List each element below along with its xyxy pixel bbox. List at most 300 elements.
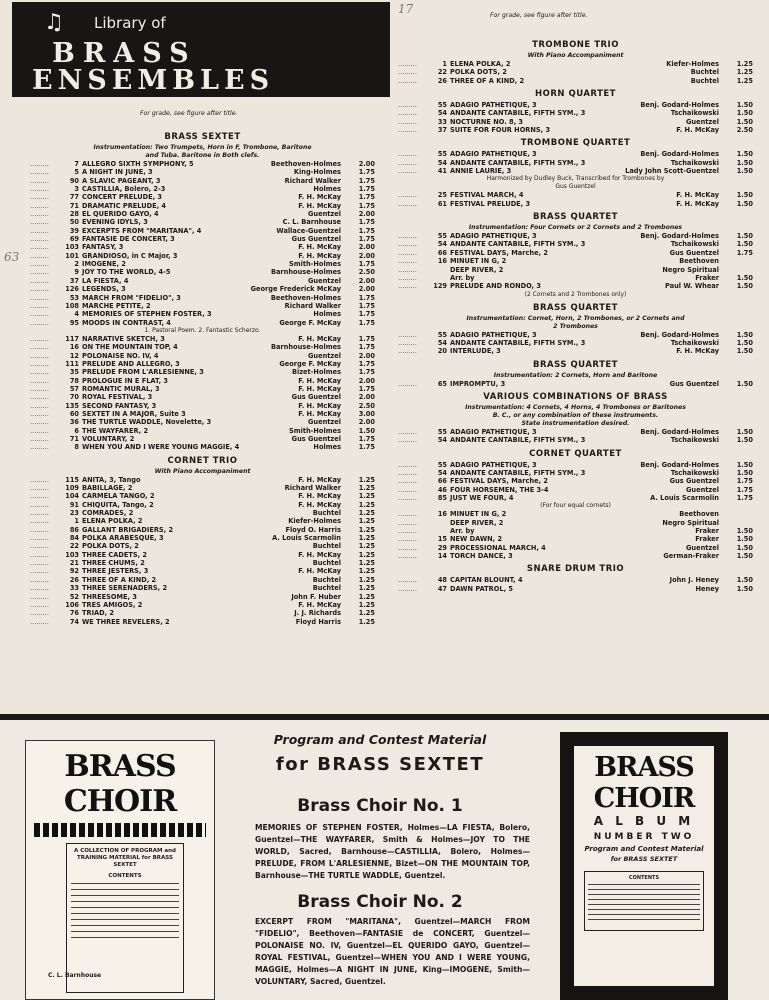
order-line: ......... <box>398 347 417 356</box>
item-price: 1.50 <box>736 150 753 159</box>
item-composer: Buchtel <box>312 575 341 584</box>
list-item <box>398 494 753 502</box>
item-number: 21 <box>69 559 79 568</box>
section-heading: BRASS QUARTET <box>533 212 618 223</box>
item-title: POLONAISE NO. IV, 4 <box>82 351 159 360</box>
section-instrumentation: Instrumentation: Two Trumpets, Horn in F, Trombone, Baritone <box>93 144 312 151</box>
item-title: EL QUERIDO GAYO, 4 <box>82 210 159 219</box>
list-item <box>398 77 753 85</box>
list-item <box>398 282 753 290</box>
item-price: 2.00 <box>358 276 375 285</box>
section-heading: VARIOUS COMBINATIONS OF BRASS <box>483 391 668 402</box>
section-note: (2 Cornets and 2 Trombones only) <box>524 290 627 298</box>
item-title: INTERLUDE, 3 <box>450 347 501 356</box>
item-title: LA FIESTA, 4 <box>82 276 129 285</box>
item-title: CONCERT PRELUDE, 3 <box>82 193 162 202</box>
order-line: ......... <box>398 493 417 502</box>
item-composer: Gus Guentzel <box>291 393 341 402</box>
list-item <box>398 339 753 347</box>
item-number: 9 <box>74 268 79 277</box>
list-item <box>30 160 375 168</box>
item-price: 2.00 <box>358 160 375 168</box>
item-composer: Guentzel <box>308 210 341 219</box>
item-title: FANTASIE DE CONCERT, 3 <box>82 235 175 244</box>
item-composer: C. L. Barnhouse <box>282 218 341 227</box>
item-composer: Richard Walker <box>284 301 341 310</box>
section-note: Harmonized by Dudley Buck, Transcribed for Trombones by <box>486 175 665 183</box>
item-title: TORCH DANCE, 3 <box>450 552 513 561</box>
order-line: ......... <box>398 282 417 291</box>
album1-contents-lines <box>71 883 179 943</box>
item-number: 54 <box>437 240 447 249</box>
item-price: 1.50 <box>736 109 753 118</box>
order-line: ......... <box>30 185 49 194</box>
album1-publisher: C. L. Barnhouse <box>48 972 102 979</box>
list-item <box>398 101 753 109</box>
item-price: 1.75 <box>358 201 375 210</box>
item-title: FESTIVAL MARCH, 4 <box>450 191 524 200</box>
album-cover-2 <box>560 732 728 1000</box>
item-price <box>727 266 753 274</box>
order-line: ......... <box>30 268 49 277</box>
order-line: ......... <box>30 500 49 509</box>
list-item <box>30 410 375 418</box>
item-number: 84 <box>69 534 79 543</box>
order-line: ......... <box>30 343 49 352</box>
item-number: 111 <box>65 359 79 368</box>
item-price: 1.75 <box>358 193 375 202</box>
list-item <box>30 294 375 302</box>
item-price: 1.50 <box>736 199 753 208</box>
order-line: ......... <box>30 401 49 410</box>
item-composer: Kiefer-Holmes <box>666 60 719 68</box>
item-title: JOY TO THE WORLD, 4-5 <box>82 268 171 277</box>
item-composer: Paul W. Whear <box>664 282 719 291</box>
order-line: ......... <box>30 210 49 219</box>
item-title: THREE OF A KIND, 2 <box>82 575 157 584</box>
grade-note-right: For grade, see figure after title. <box>490 12 588 19</box>
item-price: 1.75 <box>358 260 375 269</box>
item-composer: Tschaikowski <box>670 436 719 445</box>
item-title: FANTASY, 3 <box>82 243 124 252</box>
item-title: ADAGIO PATHETIQUE, 3 <box>450 427 537 436</box>
item-price: 1.75 <box>358 343 375 352</box>
list-item <box>30 202 375 210</box>
item-composer: Guentzel <box>308 418 341 427</box>
item-title: PRELUDE FROM L'ARLESIENNE, 3 <box>82 368 204 377</box>
order-line: ......... <box>398 510 417 519</box>
item-composer: F. H. McKay <box>298 251 341 260</box>
item-composer: Benj. Godard-Holmes <box>640 427 719 436</box>
order-line: ......... <box>398 199 417 208</box>
order-line: ......... <box>398 576 417 585</box>
item-composer: John J. Heney <box>669 576 719 585</box>
item-number: 69 <box>69 235 79 244</box>
list-item <box>30 210 375 218</box>
order-line: ......... <box>398 257 417 266</box>
item-number: 71 <box>69 201 79 210</box>
item-price <box>727 257 753 265</box>
order-line: ......... <box>30 285 49 294</box>
order-line: ......... <box>398 265 417 274</box>
item-title: ANITA, 3, Tango <box>82 475 141 484</box>
section-instrumentation: B. C., or any combination of these instruments. <box>492 411 659 419</box>
list-item <box>30 567 375 575</box>
section-instrumentation: With Piano Accompaniment <box>527 52 624 59</box>
item-price: 1.25 <box>736 60 753 68</box>
list-item <box>30 593 375 601</box>
list-item <box>398 60 753 68</box>
order-line: ......... <box>30 368 49 377</box>
item-price <box>727 510 753 518</box>
item-number: 115 <box>65 475 79 484</box>
item-price: 1.75 <box>358 368 375 377</box>
item-price: 1.50 <box>736 552 753 561</box>
item-price: 2.50 <box>358 401 375 410</box>
item-price: 1.25 <box>358 567 375 576</box>
item-price: 1.75 <box>736 248 753 257</box>
section-heading: CORNET TRIO <box>167 455 238 466</box>
order-line: ......... <box>30 617 49 626</box>
item-composer: F. H. McKay <box>676 191 719 200</box>
order-line: ......... <box>30 426 49 435</box>
item-number: 52 <box>69 592 79 601</box>
item-title: ANDANTE CANTABILE, FIFTH SYM., 3 <box>450 468 586 477</box>
item-composer: German-Fraker <box>663 552 719 561</box>
item-number: 37 <box>437 126 447 135</box>
item-price: 1.25 <box>736 68 753 77</box>
section-instrumentation: Instrumentation: 2 Cornets, Horn and Baritone <box>493 371 658 379</box>
item-composer: George Frederick McKay <box>250 285 341 294</box>
order-line: ......... <box>30 567 49 576</box>
list-item <box>30 542 375 550</box>
item-price: 1.50 <box>736 576 753 585</box>
list-item <box>398 240 753 248</box>
item-price: 2.00 <box>358 418 375 427</box>
list-item <box>30 268 375 276</box>
item-number: 1 <box>442 60 447 68</box>
item-price: 2.00 <box>358 210 375 219</box>
item-title: MINUET IN G, 2 <box>450 257 507 266</box>
item-composer: Floyd Harris <box>295 617 341 626</box>
order-line: ......... <box>398 248 417 257</box>
list-item <box>398 347 753 355</box>
list-item <box>30 235 375 243</box>
item-composer: Holmes <box>313 443 341 452</box>
item-composer: Richard Walker <box>284 484 341 493</box>
item-composer: J. J. Richards <box>294 609 341 618</box>
item-title: ALLEGRO SIXTH SYMPHONY, 5 <box>82 160 194 168</box>
list-item <box>30 193 375 201</box>
list-item <box>30 319 375 327</box>
item-title: MARCHE PETITE, 2 <box>82 301 151 310</box>
item-composer: Guentzel <box>308 276 341 285</box>
item-price: 2.00 <box>358 285 375 294</box>
list-item <box>398 118 753 126</box>
item-title: THREE SERENADERS, 2 <box>82 584 168 593</box>
item-title: THREESOME, 3 <box>82 592 137 601</box>
item-price: 1.75 <box>358 293 375 302</box>
item-title: EVENING IDYLS, 3 <box>82 218 148 227</box>
section-heading: TROMBONE QUARTET <box>520 138 631 149</box>
album1-contents-box <box>66 843 184 993</box>
item-composer: King-Holmes <box>293 168 341 177</box>
item-number: 46 <box>437 485 447 494</box>
item-composer: Wallace-Guentzel <box>276 226 341 235</box>
item-title: DRAMATIC PRELUDE, 4 <box>82 201 166 210</box>
section-instrumentation: 2 Trombones <box>553 322 598 330</box>
order-line: ......... <box>30 235 49 244</box>
item-price: 2.00 <box>358 376 375 385</box>
item-number: 76 <box>69 609 79 618</box>
order-line: ......... <box>30 418 49 427</box>
order-line: ......... <box>398 330 417 339</box>
album2-contents-label: CONTENTS <box>628 875 660 881</box>
item-price: 1.25 <box>358 484 375 493</box>
item-title: POLKA DOTS, 2 <box>82 542 139 551</box>
item-title: TRIAD, 2 <box>82 609 114 618</box>
item-price: 2.00 <box>358 393 375 402</box>
item-price: 1.25 <box>358 550 375 559</box>
item-title: FESTIVAL DAYS, Marche, 2 <box>450 248 548 257</box>
handwritten-mark-top: 17 <box>398 2 414 16</box>
list-item <box>30 509 375 517</box>
item-title: PRELUDE AND RONDO, 3 <box>450 282 541 291</box>
list-item <box>398 109 753 117</box>
item-price: 1.50 <box>736 158 753 167</box>
item-composer: Buchtel <box>312 584 341 593</box>
program-subheading: for BRASS SEXTET <box>275 754 485 775</box>
list-item <box>398 232 753 240</box>
logo-library-text: Library of <box>94 14 166 32</box>
item-title: MOODS IN CONTRAST, 4 <box>82 318 171 327</box>
item-price: 1.25 <box>358 534 375 543</box>
item-title: ELENA POLKA, 2 <box>450 60 511 68</box>
item-price: 1.75 <box>358 318 375 327</box>
item-composer: F. H. McKay <box>298 409 341 418</box>
order-line: ......... <box>30 584 49 593</box>
list-item <box>398 167 753 175</box>
item-number: 70 <box>69 393 79 402</box>
item-title: THREE OF A KIND, 2 <box>450 76 525 85</box>
item-number: 47 <box>437 584 447 593</box>
item-price: 1.75 <box>358 384 375 393</box>
order-line: ......... <box>30 351 49 360</box>
brass-choir-ad <box>0 720 769 1000</box>
item-price: 1.25 <box>358 492 375 501</box>
order-line: ......... <box>30 559 49 568</box>
item-composer: John F. Huber <box>291 592 341 601</box>
list-item <box>30 302 375 310</box>
item-title: ADAGIO PATHETIQUE, 3 <box>450 330 537 339</box>
item-composer: Tschaikowski <box>670 109 719 118</box>
item-composer: F. H. McKay <box>676 347 719 356</box>
item-composer: Buchtel <box>690 76 719 85</box>
list-item <box>398 552 753 560</box>
item-number: 22 <box>437 68 447 77</box>
list-item <box>398 249 753 257</box>
item-composer: Barnhouse-Holmes <box>270 343 341 352</box>
item-composer: Smith-Holmes <box>288 426 341 435</box>
list-item <box>30 584 375 592</box>
section-instrumentation: Instrumentation: 4 Cornets, 4 Horns, 4 Trombones or Baritones <box>465 403 686 411</box>
order-line: ......... <box>30 251 49 260</box>
order-line: ......... <box>398 158 417 167</box>
list-item <box>30 243 375 251</box>
item-composer: F. H. McKay <box>298 384 341 393</box>
item-number: 16 <box>437 510 447 519</box>
list-item <box>30 393 375 401</box>
item-number: 4 <box>74 310 79 319</box>
item-composer: Gus Guentzel <box>291 435 341 443</box>
item-number: 2 <box>74 260 79 269</box>
item-price: 1.50 <box>736 460 753 469</box>
order-line: ......... <box>398 338 417 347</box>
item-composer: Gus Guentzel <box>669 379 719 388</box>
order-line: ......... <box>398 379 417 388</box>
list-item <box>398 436 753 444</box>
item-composer: F. H. McKay <box>298 492 341 501</box>
item-number: 37 <box>69 276 79 285</box>
album1-stripe <box>34 823 206 837</box>
item-title: IMOGENE, 2 <box>82 260 126 269</box>
list-item <box>30 177 375 185</box>
list-item <box>398 331 753 339</box>
item-composer: George F. McKay <box>279 318 341 327</box>
list-item <box>30 252 375 260</box>
list-item <box>30 360 375 368</box>
item-number <box>428 274 450 282</box>
order-line: ......... <box>398 191 417 200</box>
list-item <box>30 476 375 484</box>
item-title: ANDANTE CANTABILE, FIFTH SYM., 3 <box>450 240 586 249</box>
item-number: 71 <box>69 435 79 443</box>
list-item <box>30 609 375 617</box>
item-composer: Smith-Holmes <box>288 260 341 269</box>
list-item <box>30 343 375 351</box>
brass-instruments-icon: ♫ <box>44 10 64 35</box>
section-heading: BRASS QUARTET <box>533 359 618 370</box>
item-price: 1.25 <box>358 609 375 618</box>
order-line: ......... <box>30 293 49 302</box>
item-number: 15 <box>437 535 447 544</box>
list-item <box>398 469 753 477</box>
list-item <box>30 559 375 567</box>
item-number <box>428 266 450 274</box>
choir1-title: Brass Choir No. 1 <box>297 796 463 816</box>
order-line: ......... <box>30 201 49 210</box>
item-price: 1.25 <box>358 600 375 609</box>
item-composer: Floyd O. Harris <box>285 525 341 534</box>
item-number: 104 <box>65 492 79 501</box>
list-item <box>30 185 375 193</box>
order-line: ......... <box>30 600 49 609</box>
item-number: 53 <box>69 293 79 302</box>
item-composer: Kiefer-Holmes <box>288 517 341 526</box>
item-composer: F. H. McKay <box>298 401 341 410</box>
item-number: 26 <box>437 76 447 85</box>
item-number: 101 <box>65 251 79 260</box>
order-line: ......... <box>398 232 417 241</box>
item-title: CARMELA TANGO, 2 <box>82 492 155 501</box>
item-title: POLKA DOTS, 2 <box>450 68 507 77</box>
order-line: ......... <box>30 492 49 501</box>
item-composer: F. H. McKay <box>298 243 341 252</box>
item-number: 23 <box>69 509 79 518</box>
item-number: 54 <box>437 338 447 347</box>
list-item <box>30 335 375 343</box>
item-price: 1.25 <box>358 509 375 518</box>
item-title: IMPROMPTU, 3 <box>450 379 506 388</box>
item-composer: Beethoven <box>679 257 719 266</box>
item-composer: Barnhouse-Holmes <box>270 268 341 277</box>
item-composer: Beethoven-Holmes <box>270 293 341 302</box>
item-title: FESTIVAL PRELUDE, 3 <box>450 199 531 208</box>
item-price: 1.25 <box>358 475 375 484</box>
item-price: 1.50 <box>358 426 375 435</box>
item-price: 1.50 <box>736 273 753 282</box>
order-line: ......... <box>30 359 49 368</box>
order-line: ......... <box>30 517 49 526</box>
item-price: 1.50 <box>736 232 753 241</box>
order-line: ......... <box>30 409 49 418</box>
item-number: 103 <box>65 243 79 252</box>
list-item <box>398 535 753 543</box>
item-number: 12 <box>69 351 79 360</box>
right-column <box>398 36 753 593</box>
item-number: 66 <box>437 477 447 486</box>
item-composer: Benj. Godard-Holmes <box>640 101 719 110</box>
album2-album-text: A L B U M <box>593 814 695 828</box>
order-line: ......... <box>30 243 49 252</box>
item-number: 48 <box>437 576 447 585</box>
order-line: ......... <box>398 518 417 527</box>
item-price: 1.50 <box>736 338 753 347</box>
logo-brass-text: BRASS <box>52 38 197 69</box>
item-price: 2.50 <box>736 126 753 135</box>
item-price: 2.00 <box>358 251 375 260</box>
item-number: 1 <box>74 517 79 526</box>
item-price: 1.50 <box>736 282 753 291</box>
order-line: ......... <box>30 550 49 559</box>
item-price: 1.50 <box>736 330 753 339</box>
item-title: ADAGIO PATHETIQUE, 3 <box>450 101 537 110</box>
item-composer: Benj. Godard-Holmes <box>640 330 719 339</box>
item-number: 41 <box>437 167 447 176</box>
item-title: BABILLAGE, 2 <box>82 484 133 493</box>
item-number: 103 <box>65 550 79 559</box>
album2-program: Program and Contest Material <box>584 845 704 853</box>
section-instrumentation: With Piano Accompaniment <box>154 467 251 475</box>
list-item <box>398 266 753 274</box>
list-item <box>398 461 753 469</box>
item-composer: Benj. Godard-Holmes <box>640 150 719 159</box>
item-number: 90 <box>69 176 79 185</box>
item-composer: Holmes <box>313 185 341 194</box>
list-item <box>30 227 375 235</box>
section-note: Gus Guentzel <box>555 183 596 191</box>
item-composer: Gus Guentzel <box>669 248 719 257</box>
item-title: ANNIE LAURIE, 3 <box>450 167 512 176</box>
item-composer: Benj. Godard-Holmes <box>640 460 719 469</box>
item-number: 35 <box>69 368 79 377</box>
order-line: ......... <box>398 109 417 118</box>
item-composer: Gus Guentzel <box>669 477 719 486</box>
item-number: 16 <box>69 343 79 352</box>
order-line: ......... <box>398 126 417 135</box>
item-title: A NIGHT IN JUNE, 3 <box>82 168 153 177</box>
list-item <box>30 443 375 451</box>
